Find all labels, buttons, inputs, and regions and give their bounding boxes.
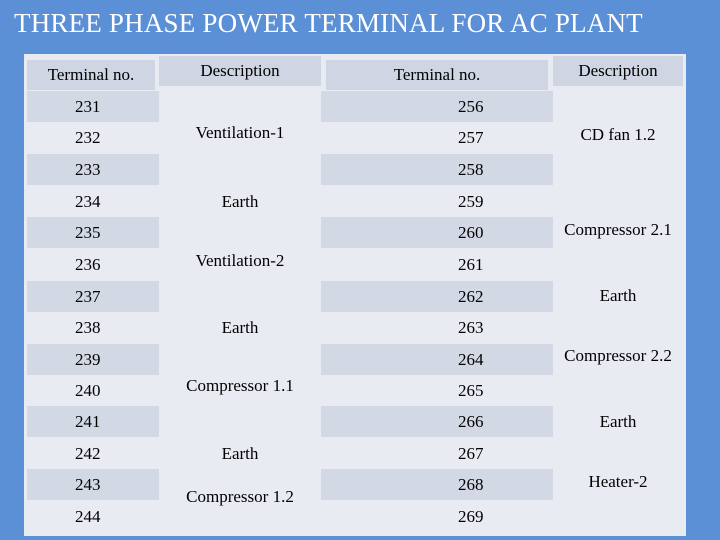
terminal-number-left: 243 (75, 475, 101, 494)
description-left: Ventilation-2 (195, 251, 285, 270)
terminal-number-right: 269 (458, 507, 484, 526)
terminal-number-right: 268 (458, 475, 484, 494)
terminal-number-left: 235 (75, 223, 101, 242)
description-right: CD fan 1.2 (580, 125, 656, 144)
description-left: Earth (221, 444, 259, 463)
terminal-number-right: 259 (458, 192, 484, 211)
description-right: Compressor 2.2 (564, 346, 672, 365)
terminal-number-right: 267 (458, 444, 484, 463)
terminal-number-right: 264 (458, 350, 484, 369)
left-description-column (159, 91, 321, 532)
terminal-number-right: 256 (458, 97, 484, 116)
terminal-number-right: 260 (458, 223, 484, 242)
header-terminal-left: Terminal no. (27, 60, 155, 90)
description-right: Heater-2 (588, 472, 648, 491)
terminal-number-right: 261 (458, 255, 484, 274)
description-right: Earth (599, 412, 637, 431)
description-left: Earth (221, 318, 259, 337)
terminal-number-right: 257 (458, 128, 484, 147)
header-description-left: Description (159, 56, 321, 86)
description-right: Compressor 2.1 (564, 220, 672, 239)
description-left: Ventilation-1 (195, 123, 285, 142)
description-left: Compressor 1.2 (186, 487, 294, 506)
terminal-number-left: 239 (75, 350, 101, 369)
description-left: Compressor 1.1 (186, 376, 294, 395)
header-description-right: Description (553, 56, 683, 86)
terminal-number-left: 241 (75, 412, 101, 431)
description-right: Earth (599, 286, 637, 305)
description-left: Earth (221, 192, 259, 211)
page-title: THREE PHASE POWER TERMINAL FOR AC PLANT (14, 8, 643, 38)
terminal-number-left: 231 (75, 97, 101, 116)
terminal-number-left: 237 (75, 287, 101, 306)
right-description-column (553, 91, 683, 532)
terminal-number-right: 263 (458, 318, 484, 337)
terminal-number-right: 262 (458, 287, 484, 306)
terminal-number-right: 265 (458, 381, 484, 400)
terminal-number-left: 240 (75, 381, 101, 400)
terminal-number-left: 244 (75, 507, 101, 526)
terminal-number-left: 233 (75, 160, 101, 179)
terminal-number-right: 266 (458, 412, 484, 431)
terminal-number-left: 234 (75, 192, 101, 211)
terminal-number-left: 236 (75, 255, 101, 274)
terminal-number-right: 258 (458, 160, 484, 179)
terminal-number-left: 242 (75, 444, 101, 463)
terminal-number-left: 238 (75, 318, 101, 337)
terminal-number-left: 232 (75, 128, 101, 147)
header-terminal-right: Terminal no. (326, 60, 548, 90)
